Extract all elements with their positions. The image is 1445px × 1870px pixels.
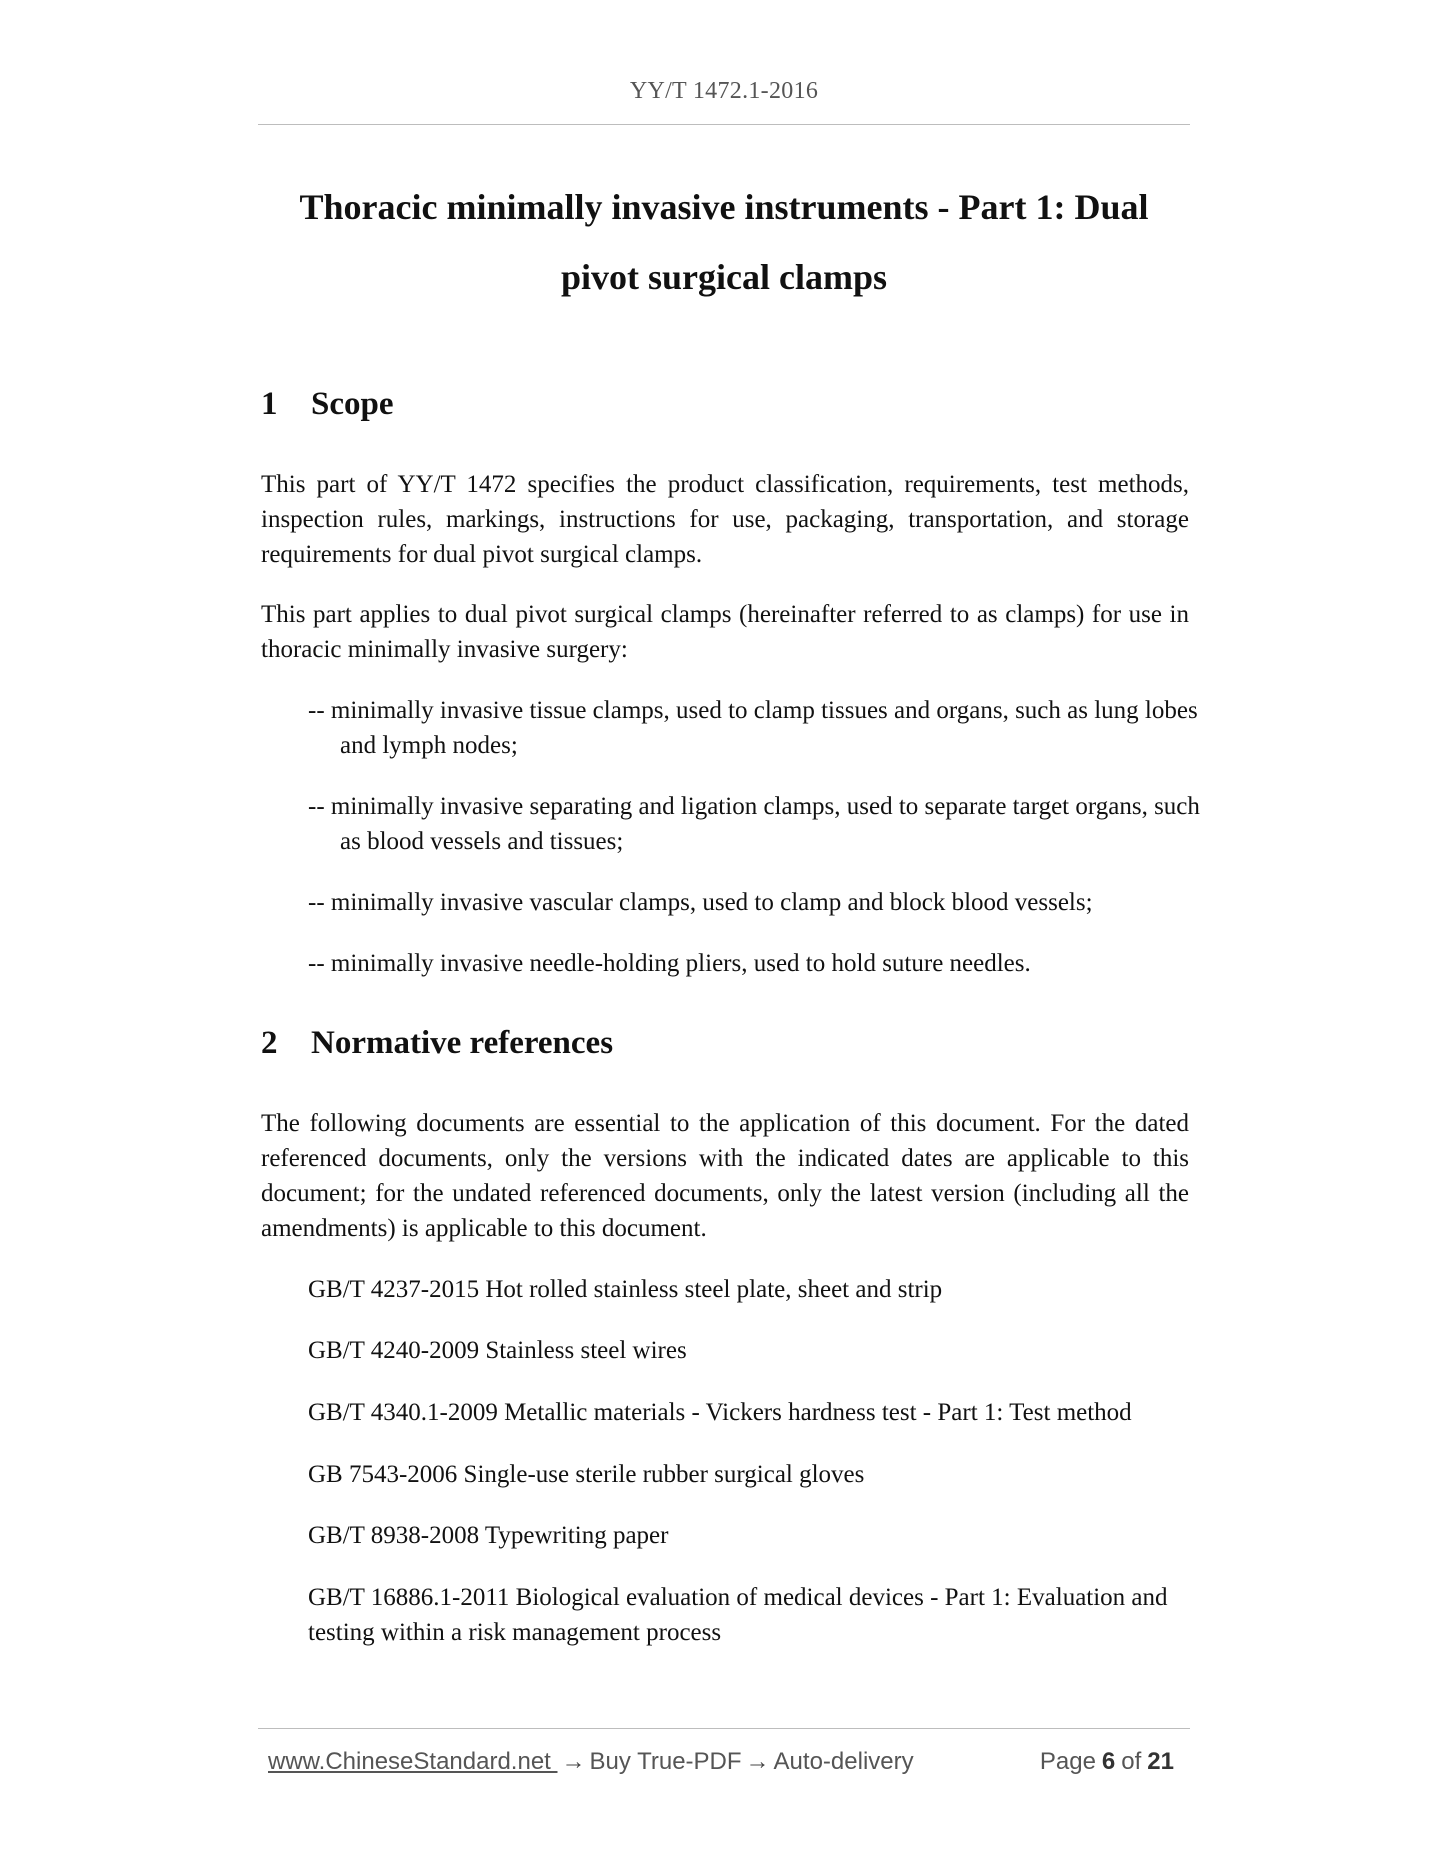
auto-delivery-text: Auto-delivery (773, 1748, 914, 1775)
buy-true-pdf-text: Buy True-PDF (589, 1748, 742, 1775)
document-title-line-1: Thoracic minimally invasive instruments - Part 1: Dual (299, 187, 1149, 227)
running-header: YY/T 1472.1-2016 (629, 78, 819, 104)
section-number: 2 (261, 1025, 278, 1061)
scope-list-item: -- minimally invasive needle-holding pliers, used to hold suture needles. (308, 950, 1031, 977)
header-divider (258, 124, 1190, 125)
scope-list-item: -- minimally invasive separating and ligation clamps, used to separate target organs, such as blood vessels and tissues; (308, 793, 1200, 855)
current-page-number: 6 (1101, 1748, 1116, 1775)
reference-item: GB/T 4240-2009 Stainless steel wires (308, 1337, 687, 1364)
document-title-line-2: pivot surgical clamps (560, 257, 887, 297)
section-number: 1 (261, 386, 278, 422)
scope-list-item: -- minimally invasive tissue clamps, used to clamp tissues and organs, such as lung lobes and lymph nodes; (308, 697, 1198, 759)
reference-item: GB/T 8938-2008 Typewriting paper (308, 1522, 669, 1549)
section-heading-scope (261, 386, 1161, 423)
section-title: Scope (311, 386, 394, 422)
section-title: Normative references (311, 1025, 614, 1061)
footer-left (268, 1748, 914, 1776)
page-of-label: of (1121, 1748, 1142, 1775)
footer-divider (258, 1728, 1190, 1729)
reference-item: GB/T 16886.1-2011 Biological evaluation of medical devices - Part 1: Evaluation and testing within a risk management process (308, 1584, 1168, 1646)
reference-item: GB/T 4340.1-2009 Metallic materials - Vickers hardness test - Part 1: Test method (308, 1399, 1132, 1426)
reference-item: GB 7543-2006 Single-use sterile rubber surgical gloves (308, 1461, 865, 1488)
arrow-right-icon: → (561, 1748, 586, 1775)
reference-item: GB/T 4237-2015 Hot rolled stainless steel plate, sheet and strip (308, 1276, 943, 1303)
total-page-count: 21 (1147, 1748, 1174, 1775)
scope-paragraph-1: This part of YY/T 1472 specifies the product classification, requirements, test methods, inspection rules, markings, instructions for use, packaging, transportation, and storage requirements for dual pivot surgical clamps. (261, 471, 1189, 568)
page-footer (268, 1748, 1180, 1780)
scope-paragraph-2: This part applies to dual pivot surgical clamps (hereinafter referred to as clamps) for use in thoracic minimally invasive surgery: (261, 601, 1189, 663)
page-label: Page (1039, 1748, 1096, 1775)
document-title (258, 172, 1190, 312)
website-link[interactable]: www.ChineseStandard.net (268, 1748, 558, 1775)
arrow-right-icon: → (745, 1748, 770, 1775)
references-intro-paragraph: The following documents are essential to the application of this document. For the dated referenced documents, only the versions with the indicated dates are applicable to this document; for the undated referenced documents, only the latest version (including all the amendments) is applicable to this document. (261, 1110, 1189, 1242)
section-heading-normative-references (261, 1025, 1161, 1062)
scope-list-item: -- minimally invasive vascular clamps, used to clamp and block blood vessels; (308, 889, 1093, 916)
page-indicator (1040, 1748, 1180, 1776)
